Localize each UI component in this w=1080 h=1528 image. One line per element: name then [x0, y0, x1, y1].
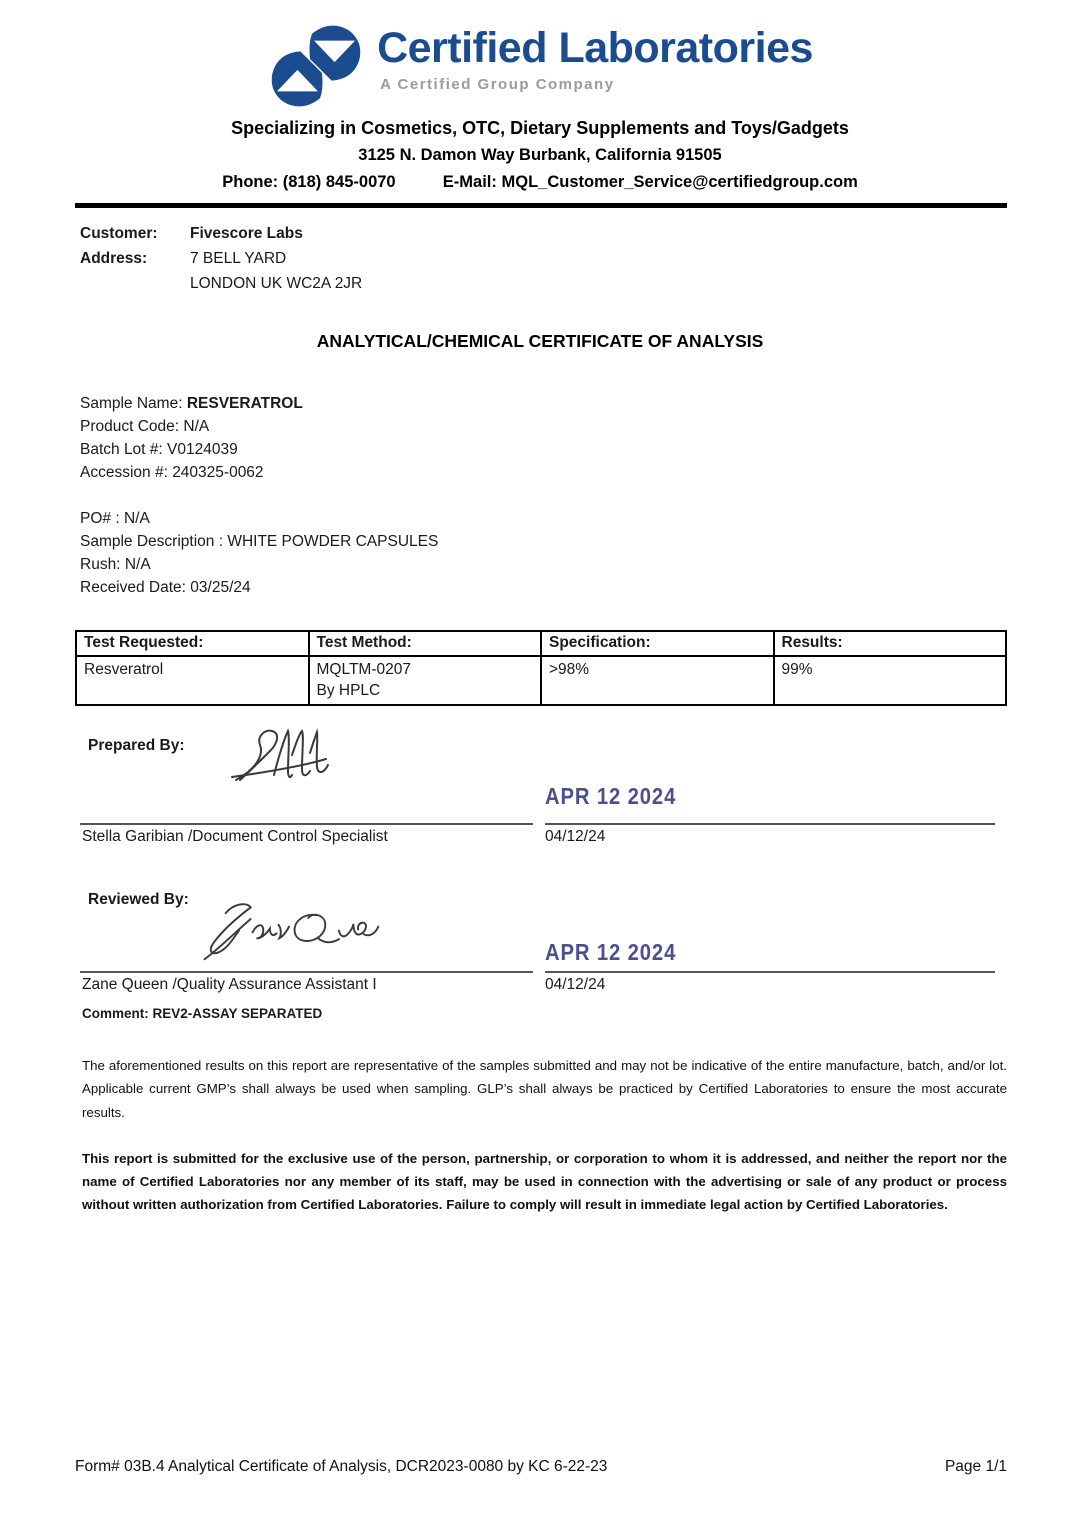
product-code-line: [80, 415, 1007, 438]
received-date-line: [80, 576, 1007, 599]
comment-line: [82, 1006, 1007, 1021]
accession-label: Accession #:: [80, 464, 173, 481]
reviewed-by-name-title: Zane Queen /Quality Assurance Assistant I: [82, 976, 377, 993]
customer-label: Customer:: [80, 225, 158, 242]
address-label: Address:: [80, 250, 148, 267]
cell-results: 99%: [774, 656, 1007, 705]
document-title: ANALYTICAL/CHEMICAL CERTIFICATE OF ANALYSIS: [316, 331, 764, 351]
address-line-1: 7 BELL YARD: [190, 250, 287, 267]
cell-specification: >98%: [541, 656, 774, 705]
batch-lot-value: V0124039: [167, 441, 238, 458]
reviewed-by-block: [75, 884, 1007, 1001]
reviewed-by-date: 04/12/24: [545, 976, 606, 993]
sample-name-label: Sample Name:: [80, 395, 187, 412]
sample-description-line: [80, 530, 1007, 553]
rush-line: [80, 553, 1007, 576]
po-label: PO# :: [80, 510, 124, 527]
reviewed-by-signature: [195, 894, 385, 971]
customer-name: Fivescore Labs: [190, 225, 303, 242]
footer-page-number: Page 1/1: [944, 1458, 1007, 1475]
prepared-by-signature: [230, 725, 340, 795]
phone-number: (818) 845-0070: [282, 173, 396, 191]
customer-row: [80, 221, 1007, 246]
footer-form-info: Form# 03B.4 Analytical Certificate of Analysis, DCR2023-0080 by KC 6-22-23: [75, 1458, 608, 1475]
received-date-value: 03/25/24: [190, 579, 251, 596]
results-table: [75, 630, 1007, 706]
reviewed-by-label: Reviewed By:: [88, 891, 189, 908]
sample-name-value: RESVERATROL: [186, 395, 303, 412]
comment-text: REV2-ASSAY SEPARATED: [152, 1006, 323, 1021]
po-value: N/A: [123, 510, 150, 527]
customer-block: [80, 221, 1007, 296]
test-method-line-2: By HPLC: [316, 682, 381, 699]
col-header-results: Results:: [774, 631, 1007, 656]
address-line-2: LONDON UK WC2A 2JR: [190, 275, 363, 292]
sample-info-gap: [80, 484, 1007, 507]
rush-label: Rush:: [80, 556, 125, 573]
reviewed-date-line: [545, 971, 995, 973]
logo-text-block: [377, 24, 813, 93]
company-tagline: A Certified Group Company: [380, 76, 615, 94]
email-label: E-Mail:: [442, 173, 497, 191]
col-header-test-requested: Test Requested:: [76, 631, 309, 656]
cell-test-requested: Resveratrol: [76, 656, 309, 705]
prepared-date-line: [545, 823, 995, 825]
prepared-signature-line: [80, 823, 533, 825]
results-table-header-row: [76, 631, 1006, 656]
email-address: MQL_Customer_Service@certifiedgroup.com: [501, 173, 858, 191]
prepared-by-block: [75, 731, 1007, 856]
street-address-line: 3125 N. Damon Way Burbank, California 91505: [358, 146, 722, 164]
page-footer: [75, 1458, 1007, 1476]
accession-line: [80, 461, 1007, 484]
disclaimer-paragraph-2: This report is submitted for the exclusive use of the person, partnership, or corporation to whom it is addressed, and neither the report nor the name of Certified Laboratories nor any member of its staff, may be used in connection with the advertising or sale of any product or process without written authorization from Certified Laboratories. Failure to comply will result in immediate legal action by Certified Laboratories.: [82, 1150, 1007, 1213]
cell-test-method: [309, 656, 542, 705]
header-divider-rule: [75, 203, 1007, 208]
sample-description-value: WHITE POWDER CAPSULES: [227, 533, 439, 550]
sample-description-label: Sample Description :: [80, 533, 228, 550]
specializing-line: Specializing in Cosmetics, OTC, Dietary Supplements and Toys/Gadgets: [231, 118, 849, 138]
address-row: [80, 246, 1007, 271]
prepared-by-label: Prepared By:: [88, 737, 185, 754]
table-row: [76, 656, 1006, 705]
received-date-label: Received Date:: [80, 579, 191, 596]
accession-value: 240325-0062: [172, 464, 264, 481]
prepared-by-name-title: Stella Garibian /Document Control Specialist: [82, 828, 388, 845]
certified-laboratories-logo-icon: [267, 24, 365, 108]
product-code-label: Product Code:: [80, 418, 184, 435]
batch-lot-line: [80, 438, 1007, 461]
po-line: [80, 507, 1007, 530]
rush-value: N/A: [124, 556, 151, 573]
sample-name-line: [80, 392, 1007, 415]
batch-lot-label: Batch Lot #:: [80, 441, 168, 458]
reviewed-signature-line: [80, 971, 533, 973]
prepared-by-date: 04/12/24: [545, 828, 606, 845]
sample-info-block: [80, 392, 1007, 599]
col-header-specification: Specification:: [541, 631, 774, 656]
disclaimer-paragraph-1: The aforementioned results on this report are representative of the samples submitted and may not be indicative of the entire manufacture, batch, and/or lot. Applicable current GMP’s shall always be used when sampling. GLP’s shall always be practiced by Certified Laboratories to ensure the most accurate results.: [82, 1058, 1007, 1120]
phone-label: Phone:: [222, 173, 279, 191]
test-method-line-1: MQLTM-0207: [316, 661, 411, 678]
company-name: Certified Laboratories: [377, 24, 813, 72]
product-code-value: N/A: [183, 418, 210, 435]
comment-label: Comment:: [82, 1006, 153, 1021]
contact-line: [0, 173, 1080, 192]
reviewed-date-stamp: APR 12 2024: [545, 939, 677, 965]
col-header-test-method: Test Method:: [309, 631, 542, 656]
header: [0, 0, 1080, 108]
prepared-date-stamp: APR 12 2024: [545, 783, 677, 809]
